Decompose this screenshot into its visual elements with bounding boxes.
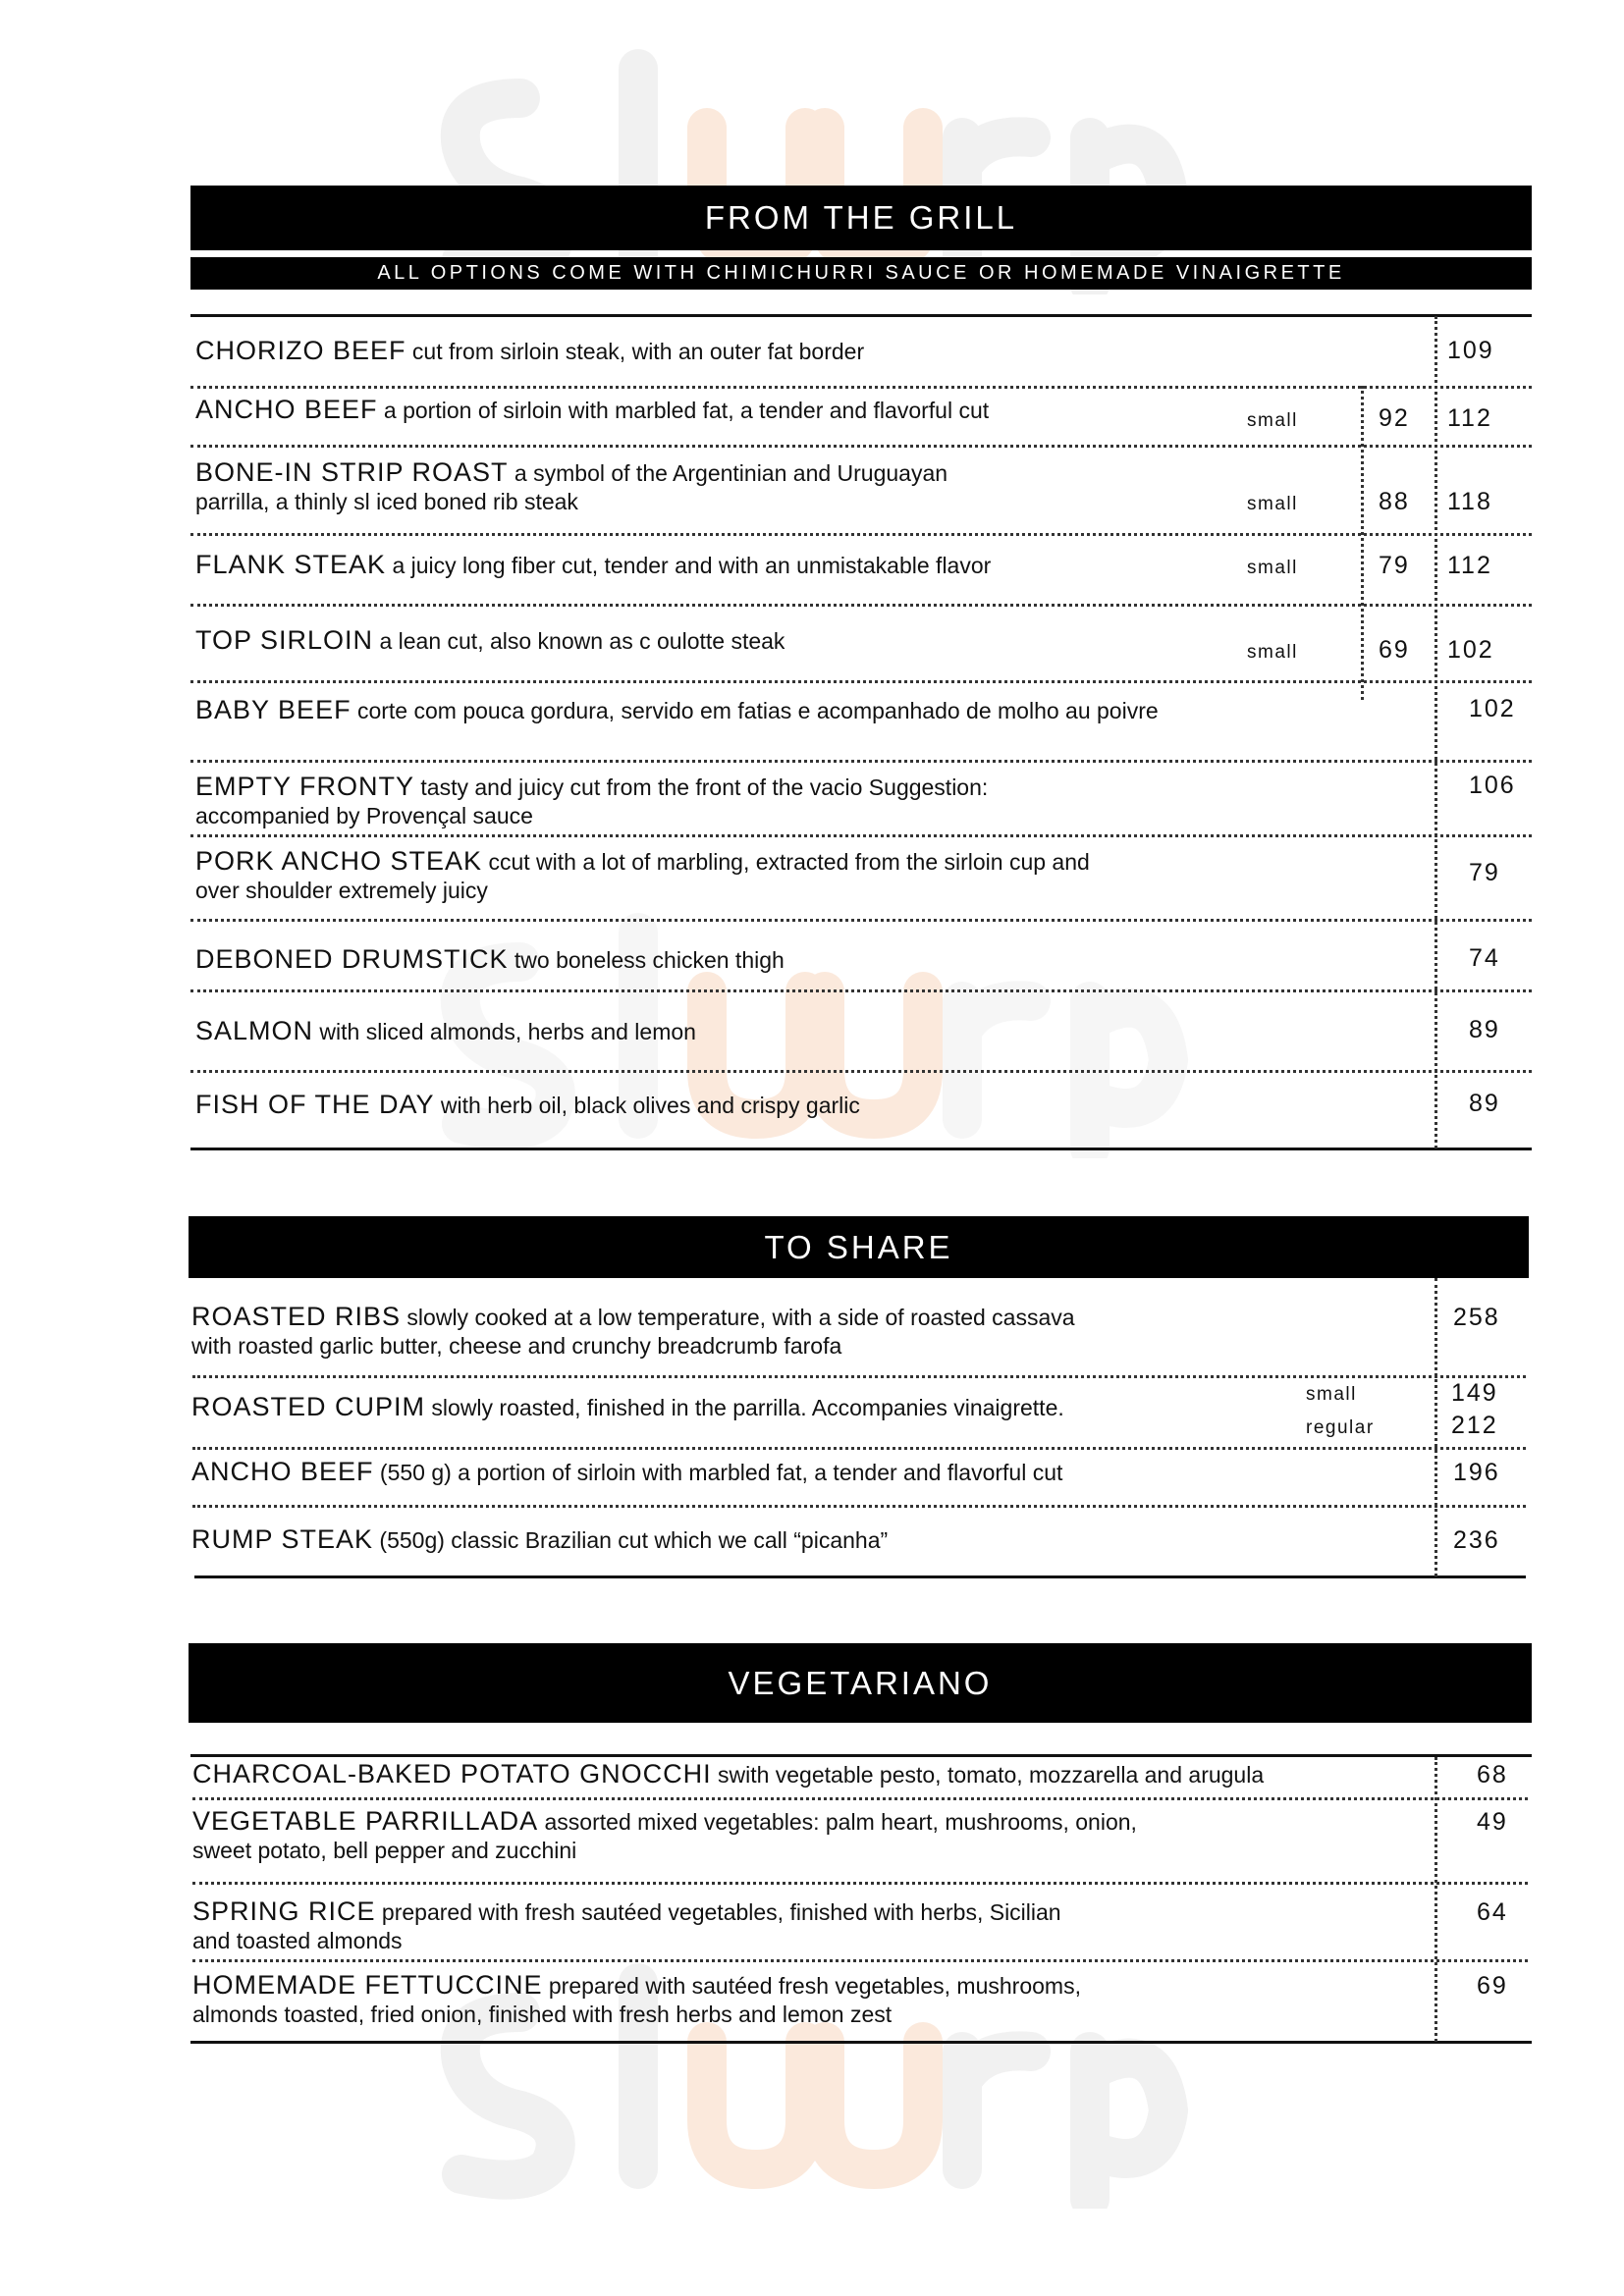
item-description: cut from sirloin steak, with an outer fat border [406,339,865,364]
item-text [195,395,989,425]
item-price: 89 [1469,1016,1500,1043]
item-price: 109 [1447,337,1494,364]
row-divider [190,533,1532,536]
item-description: two boneless chicken thigh [508,947,785,973]
row-divider [190,680,1532,683]
section-rule [190,2041,1532,2044]
item-description: tasty and juicy cut from the front of the vacio Suggestion: [414,774,989,800]
price-column-divider [1435,316,1437,1148]
item-text [195,457,947,488]
row-divider [192,1505,1526,1508]
watermark-logo [412,39,1218,294]
item-price: 118 [1447,488,1492,515]
item-description-cont: and toasted almonds [192,1928,403,1953]
small-price: 69 [1379,636,1410,664]
item-text [192,1759,1264,1789]
row-divider [192,1447,1526,1450]
item-text [195,846,1090,877]
item-description: (550g) classic Brazilian cut which we call “picanha” [373,1527,889,1553]
item-price: 79 [1469,859,1500,886]
small-price: 79 [1379,552,1410,579]
item-text [195,1016,696,1046]
item-price: 212 [1451,1412,1498,1439]
size-label: small [1247,558,1298,578]
item-text [195,550,991,580]
item-description: prepared with sautéed fresh vegetables, mushrooms, [542,1973,1081,1999]
item-text [191,1457,1062,1487]
item-price: 68 [1477,1761,1508,1789]
item-description: (550 g) a portion of sirloin with marbled fat, a tender and flavorful cut [373,1460,1063,1485]
row-divider [190,919,1532,922]
item-description: slowly roasted, finished in the parrilla. Accompanies vinaigrette. [425,1395,1064,1420]
item-description: ccut with a lot of marbling, extracted from the sirloin cup and [482,849,1090,875]
item-name: HOMEMADE FETTUCCINE [192,1970,543,2000]
item-description: corte com pouca gordura, servido em fatias e acompanhado de molho au poivre [351,698,1159,723]
item-text [192,1806,1137,1837]
item-name: CHARCOAL-BAKED POTATO GNOCCHI [192,1759,712,1789]
item-price: 106 [1469,772,1516,799]
small-column-divider [1361,386,1364,700]
item-name: SPRING RICE [192,1896,376,1926]
item-name: RUMP STEAK [191,1524,374,1554]
item-price: 74 [1469,944,1500,972]
item-price: 112 [1447,552,1492,579]
item-text [195,336,864,366]
section-rule [194,1575,1526,1578]
item-text [191,1302,1075,1332]
item-description-cont: with roasted garlic butter, cheese and crunchy breadcrumb farofa [191,1333,842,1359]
item-price: 102 [1447,636,1494,664]
price-column-divider [1435,1278,1437,1576]
item-text [195,695,1159,725]
small-price: 88 [1379,488,1410,515]
item-text [192,1970,1081,2001]
item-price: 258 [1453,1304,1500,1331]
item-description: assorted mixed vegetables: palm heart, mushrooms, onion, [538,1809,1137,1835]
size-label: small [1247,410,1298,431]
item-name: ANCHO BEEF [191,1457,374,1486]
item-description: with sliced almonds, herbs and lemon [313,1019,696,1044]
item-text [195,625,785,656]
item-name: BABY BEEF [195,695,352,724]
item-price: 236 [1453,1526,1500,1554]
row-divider [192,1375,1526,1378]
item-description: slowly cooked at a low temperature, with a side of roasted cassava [401,1305,1075,1330]
row-divider [190,834,1532,837]
item-name: VEGETABLE PARRILLADA [192,1806,539,1836]
item-text [192,1896,1061,1927]
item-price: 49 [1477,1808,1508,1836]
item-name: ANCHO BEEF [195,395,378,424]
row-divider [190,445,1532,448]
item-name: DEBONED DRUMSTICK [195,944,509,974]
row-divider [190,989,1532,992]
item-name: ROASTED RIBS [191,1302,402,1331]
item-name: CHORIZO BEEF [195,336,406,365]
item-price: 112 [1447,404,1492,432]
row-divider [190,386,1532,389]
row-divider [190,604,1532,607]
item-name: ROASTED CUPIM [191,1392,426,1421]
size-label: small [1247,494,1298,514]
row-divider [192,1959,1528,1962]
section-title-grill: FROM THE GRILL [190,186,1532,250]
row-divider [190,760,1532,763]
price-column-divider [1435,1757,1437,2042]
size-label: small [1306,1384,1357,1405]
item-text [195,944,785,975]
item-price: 149 [1451,1379,1498,1407]
item-description-cont: sweet potato, bell pepper and zucchini [192,1838,577,1863]
item-description: a portion of sirloin with marbled fat, a tender and flavorful cut [377,398,990,423]
section-rule [190,314,1532,317]
item-description: a juicy long fiber cut, tender and with an unmistakable flavor [386,553,992,578]
item-price: 69 [1477,1972,1508,2000]
small-price: 92 [1379,404,1410,432]
item-price: 89 [1469,1090,1500,1117]
row-divider [192,1797,1528,1800]
item-name: SALMON [195,1016,314,1045]
row-divider [190,1070,1532,1073]
item-price: 196 [1453,1459,1500,1486]
item-description-cont: almonds toasted, fried onion, finished with fresh herbs and lemon zest [192,2002,893,2027]
item-description-cont: over shoulder extremely juicy [195,878,488,903]
item-description: prepared with fresh sautéed vegetables, finished with herbs, Sicilian [375,1899,1061,1925]
item-description: with herb oil, black olives and crispy garlic [434,1093,860,1118]
item-description: a lean cut, also known as c oulotte steak [373,628,785,654]
item-text [195,1090,860,1120]
item-name: EMPTY FRONTY [195,772,415,801]
item-description: swith vegetable pesto, tomato, mozzarella and arugula [711,1762,1265,1788]
item-name: PORK ANCHO STEAK [195,846,483,876]
size-label: regular [1306,1417,1375,1438]
item-name: BONE-IN STRIP ROAST [195,457,509,487]
section-title-share: TO SHARE [189,1216,1529,1278]
section-rule [190,1148,1532,1150]
section-rule [190,1754,1532,1757]
item-description: a symbol of the Argentinian and Uruguayan [508,460,948,486]
item-price: 64 [1477,1898,1508,1926]
item-description-cont: accompanied by Provençal sauce [195,803,533,828]
item-name: FLANK STEAK [195,550,387,579]
item-text [191,1392,1064,1422]
size-label: small [1247,642,1298,663]
item-name: FISH OF THE DAY [195,1090,435,1119]
section-subtitle-grill: ALL OPTIONS COME WITH CHIMICHURRI SAUCE OR HOMEMADE VINAIGRETTE [190,257,1532,290]
item-text [195,772,988,802]
item-description-cont: parrilla, a thinly sl iced boned rib steak [195,489,578,514]
item-name: TOP SIRLOIN [195,625,374,655]
section-title-veg: VEGETARIANO [189,1643,1532,1723]
row-divider [192,1882,1528,1885]
item-price: 102 [1469,695,1516,722]
item-text [191,1524,888,1555]
